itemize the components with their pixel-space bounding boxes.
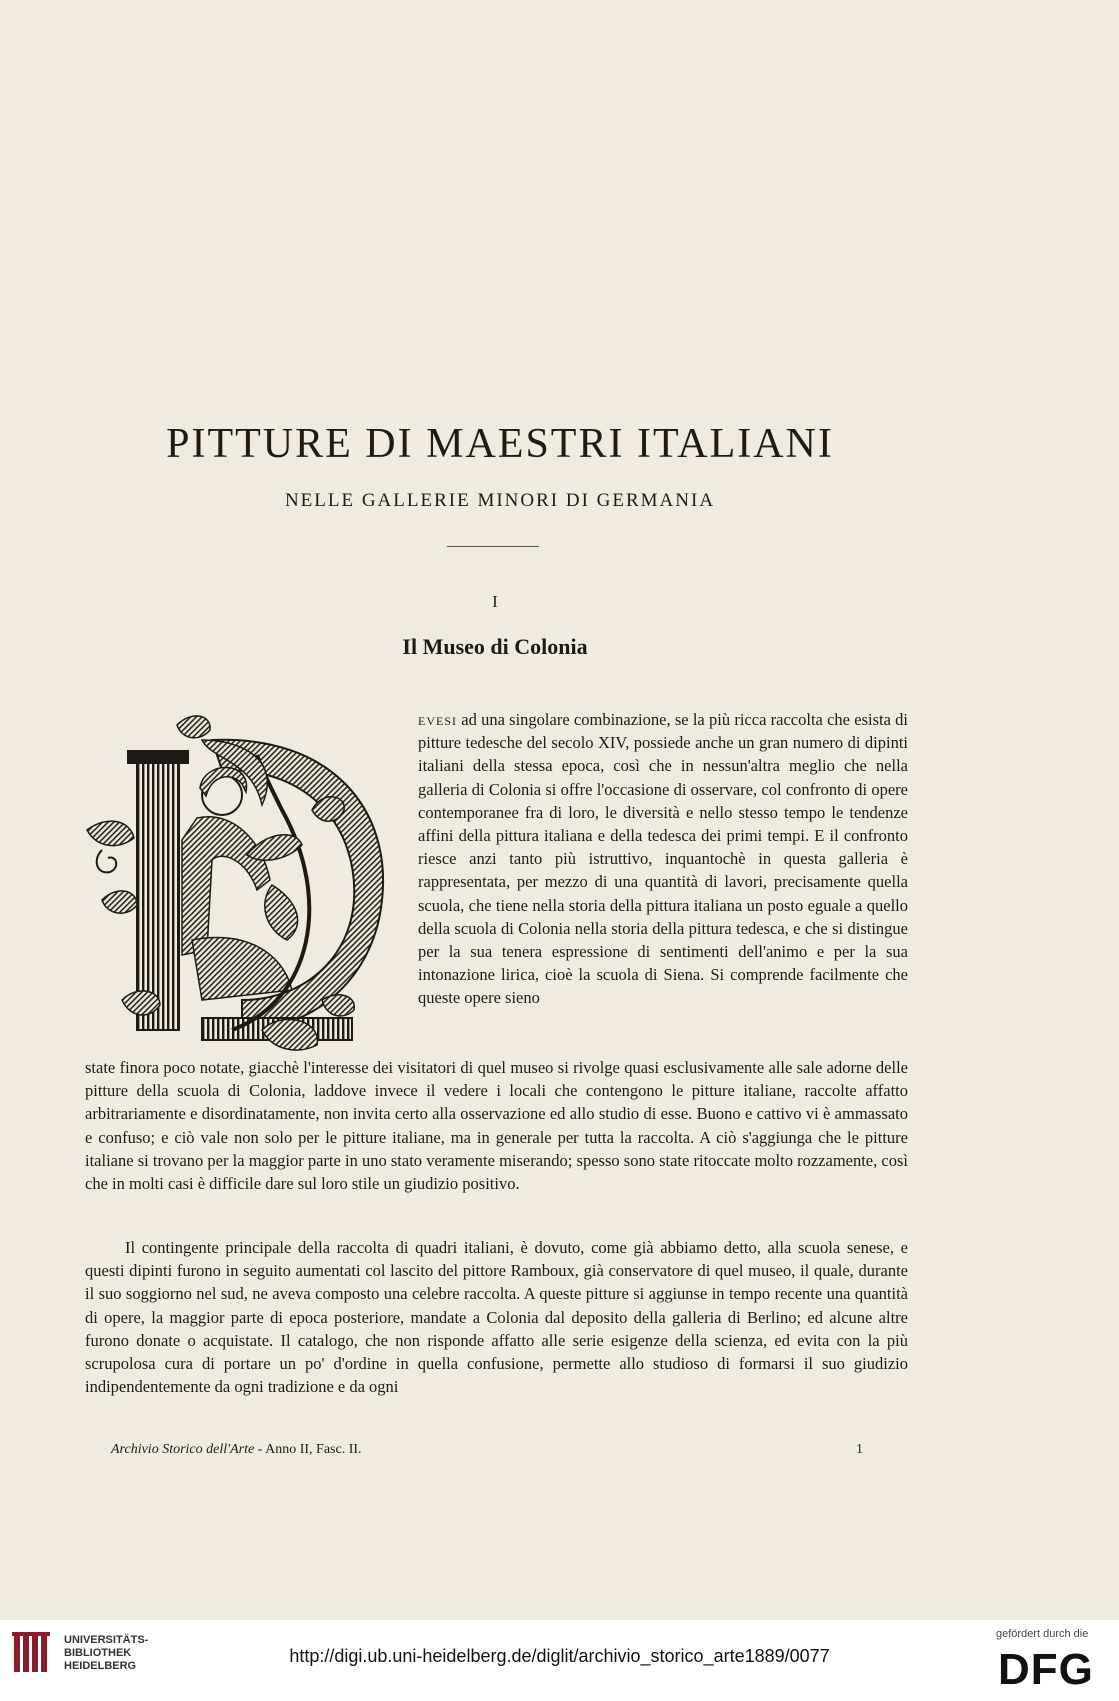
paragraph-opening	[418, 708, 908, 1010]
page-number: 1	[856, 1442, 863, 1457]
library-name-line: UNIVERSITÄTS-	[64, 1634, 149, 1646]
dfg-logo: DFG	[998, 1645, 1094, 1694]
journal-issue: - Anno II, Fasc. II.	[254, 1442, 362, 1457]
paragraph-opening-continued: state finora poco notate, giacchè l'interesse dei visitatori di quel museo si rivolge quasi esclusivamente alle sale adorne delle pitture della scuola di Colonia, laddove invece il vedere i locali che contengono le pitture italiane, raccolte affatto arbitrariamente e disordinatamente, non invita certo alla osservazione ed allo studio di esse. Buono e cattivo vi è ammassato e confuso; e ciò vale non solo per le pitture italiane, ma in generale per tutta la raccolta. A ciò s'aggiunga che le pitture italiane si trovano per la maggior parte in uno stato veramente miserando; spesso sono state ritoccate molto rozzamente, così che in molti casi è difficile dare sul loro stile un giudizio positivo.	[85, 1058, 908, 1194]
funder-caption: gefördert durch die	[996, 1628, 1089, 1640]
library-name-line: BIBLIOTHEK	[64, 1647, 132, 1659]
journal-name: Archivio Storico dell'Arte	[111, 1442, 255, 1457]
journal-reference	[111, 1442, 362, 1458]
article-subtitle: NELLE GALLERIE MINORI DI GERMANIA	[284, 490, 716, 511]
opening-word-continuation: evesi	[418, 710, 457, 729]
decorated-initial-d-illustration	[82, 700, 404, 1062]
library-name-line: HEIDELBERG	[64, 1660, 137, 1672]
paragraph-second: Il contingente principale della raccolta di quadri italiani, è dovuto, come già abbiamo detto, alla scuola senese, e questi dipinti furono in seguito aumentati col lascito del pittore Ramboux, già conservatore di quel museo, il quale, durante il suo soggiorno nel sud, ne aveva composto una celebre raccolta. A queste pitture si aggiunse in tempo recente una quantità di opere, la maggior parte di epoca posteriore, mandate a Colonia dal deposito della galleria di Berlino; ed alcune altre furono donate o acquistate. Il catalogo, che non risponde affatto alle serie esigenze della scienza, ed evita con la più scrupolosa cura di portare un po' d'ordine in quella confusione, permette allo studioso di formarsi il suo giudizio indipendentemente da ogni tradizione e da ogni	[85, 1238, 908, 1397]
paragraph-opening-text: ad una singolare combinazione, se la più ricca raccolta che esista di pitture tedesche del secolo XIV, possiede anche un gran numero di dipinti italiani della stessa epoca, così che in nessun'altra meglio che nella galleria di Colonia si offre l'occasione di osservare, col confronto di opere contemporanee fra di loro, le diversità e nello stesso tempo le tendenze affini della pittura italiana e della tedesca dei primi tempi. E il confronto riesce anzi tanto più istruttivo, inquantochè in questa galleria è rappresentata, per mezzo di una quantità di lavori, precisamente quella scuola, che tiene nella storia della pittura italiana un posto eguale a quello della scuola di Colonia nella storia della pittura tedesca, e che si distingue per la sua tenera espressione di sentimenti dell'animo e per la sua intonazione lirica, cioè la scuola di Siena. Si comprende facilmente che queste opere sieno	[418, 710, 909, 1008]
permalink-url[interactable]: http://digi.ub.uni-heidelberg.de/diglit/archivio_storico_arte1889/0077	[289, 1646, 830, 1666]
title-divider	[447, 546, 539, 547]
chapter-numeral: I	[492, 592, 498, 611]
article-title: PITTURE DI MAESTRI ITALIANI	[166, 421, 834, 467]
digitization-footer-bar	[0, 1620, 1119, 1701]
section-title: Il Museo di Colonia	[402, 634, 588, 659]
